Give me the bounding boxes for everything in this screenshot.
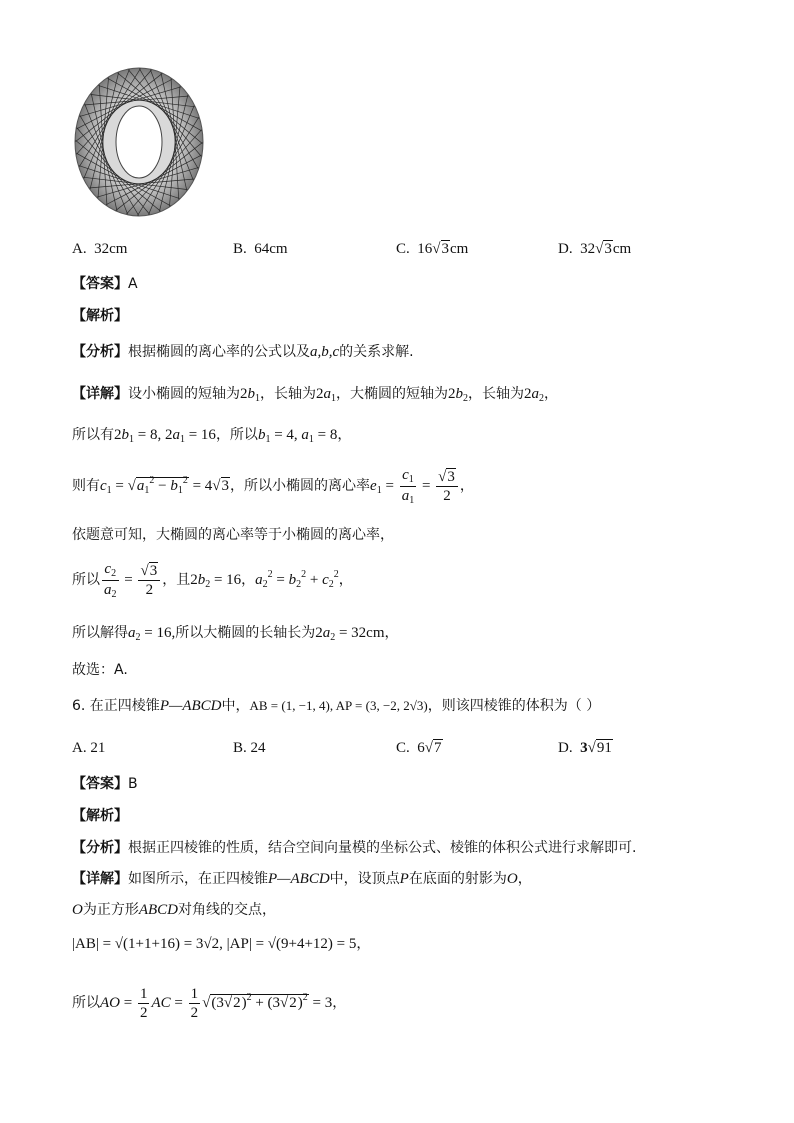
q5-detail-line4: 依题意可知，大椭圆的离心率等于小椭圆的离心率， <box>72 527 394 543</box>
q5-analysis-heading: 【解析】 <box>72 308 128 324</box>
q5-detail-line3: 则有$c_1 = √a_1^2 - b_1^2 = 4√3$，所以小椭圆的离心率$e_1$ = $\frac{c_1}{a_1}$ = $\frac{√3}{2}$ ， <box>72 467 474 506</box>
q5-option-c: C. 16√3cm <box>396 241 469 257</box>
q5-option-d: D. 32√3cm <box>558 241 632 257</box>
q5-detail-line2: 所以有$2b_1 = 8$, $2a_1 = 16$，所以$b_1 = 4$, $a_1 = 8$， <box>72 427 352 445</box>
q6-detail-line4: 所以AO = $\frac{1}{2}$ AC = $\frac{1}{2}$ $√(3√2)^2 + (3√2)^2 = 3$， <box>72 986 347 1021</box>
q5-detail-line6: 所以解得$a_2 = 16$,所以大椭圆的长轴长为$2a_2 = 32cm$， <box>72 625 399 643</box>
q6-option-b: B. 24 <box>233 740 266 756</box>
q5-option-a: A. 32cm <box>72 241 128 257</box>
ellipse-ring-figure <box>72 66 206 218</box>
q6-detail-line2: O为正方形ABCD对角线的交点， <box>72 902 277 918</box>
q6-option-a: A. 21 <box>72 740 106 756</box>
q5-answer: 【答案】A <box>72 276 138 292</box>
q6-detail-line1: 【详解】如图所示，在正四棱锥P—ABCD中，设顶点P在底面的射影为O， <box>72 871 532 887</box>
q6-fenxi: 【分析】根据正四棱锥的性质，结合空间向量模的坐标公式、棱锥的体积公式进行求解即可. <box>72 840 637 856</box>
q5-detail-line5: 所以 $\frac{c_2}{a_2}$ = $\frac{√3}{2}$ ，且$2b_2 = 16$，$a_2^2 = b_2^2 + c_2^2$， <box>72 561 353 600</box>
q6-answer: 【答案】B <box>72 776 138 792</box>
q6-analysis-heading: 【解析】 <box>72 808 128 824</box>
q6-option-d: D. 3√91 <box>558 740 612 756</box>
q6-option-c: C. 6√7 <box>396 740 442 756</box>
q5-fenxi: 【分析】根据椭圆的离心率的公式以及a,b,c的关系求解. <box>72 344 414 360</box>
q5-option-b: B. 64cm <box>233 241 288 257</box>
q5-detail-line1: 【详解】设小椭圆的短轴为$2b_1$，长轴为$2a_1$，大椭圆的短轴为$2b_2$，长轴为$2a_2$， <box>72 386 558 404</box>
q5-conclusion: 故选：A. <box>72 662 128 678</box>
q6-stem: 6. 在正四棱锥P—ABCD中，AB = (1, −1, 4), AP = (3, −2, 2√3)，则该四棱锥的体积为（ ） <box>72 698 601 714</box>
q6-detail-line3: |AB| = √(1+1+16) = 3√2, |AP| = √(9+4+12) = 5， <box>72 936 371 952</box>
